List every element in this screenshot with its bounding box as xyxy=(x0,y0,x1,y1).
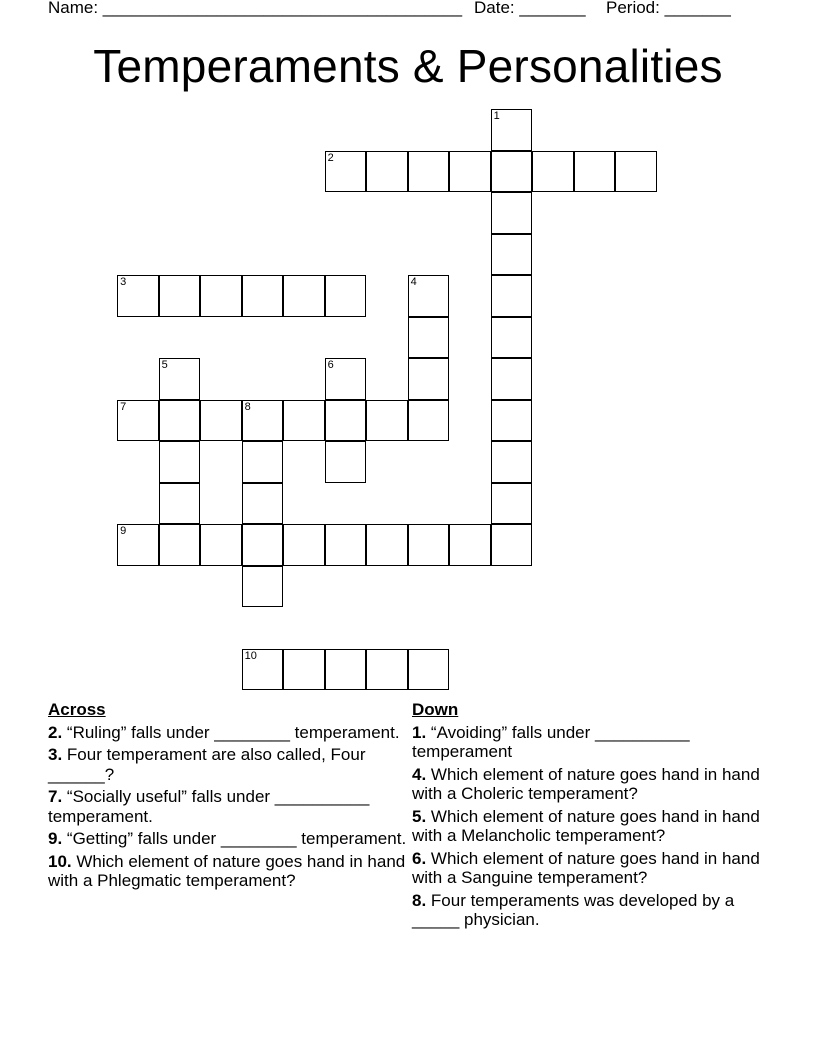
crossword-cell[interactable] xyxy=(242,400,284,442)
cell-number: 4 xyxy=(410,276,417,289)
cell-number: 10 xyxy=(244,649,257,662)
clue-number: 9. xyxy=(48,829,63,848)
clue-across-9 xyxy=(48,829,408,849)
crossword-cell[interactable] xyxy=(325,649,367,691)
cell-number: 2 xyxy=(327,151,334,164)
crossword-cell[interactable] xyxy=(408,275,450,317)
crossword-cell[interactable] xyxy=(366,400,408,442)
crossword-cell[interactable] xyxy=(491,234,533,276)
crossword-cell[interactable] xyxy=(242,524,284,566)
cell-number: 1 xyxy=(493,110,500,123)
crossword-cell[interactable] xyxy=(159,441,201,483)
crossword-cell[interactable] xyxy=(283,400,325,442)
clue-text: Which element of nature goes hand in hand with a Sanguine temperament? xyxy=(412,848,760,887)
crossword-cell[interactable] xyxy=(283,524,325,566)
page-title: Temperaments & Personalities xyxy=(93,40,723,92)
crossword-cell[interactable] xyxy=(325,441,367,483)
crossword-cell[interactable] xyxy=(325,151,367,193)
clue-text: Four temperament are also called, Four ______? xyxy=(48,745,366,784)
crossword-cell[interactable] xyxy=(491,483,533,525)
cell-number: 6 xyxy=(327,359,334,372)
crossword-cell[interactable] xyxy=(491,109,533,151)
crossword-cell[interactable] xyxy=(117,524,159,566)
crossword-cell[interactable] xyxy=(325,358,367,400)
crossword-cell[interactable] xyxy=(242,566,284,608)
clue-down-6 xyxy=(412,849,762,888)
crossword-cell[interactable] xyxy=(491,441,533,483)
crossword-cell[interactable] xyxy=(366,524,408,566)
clue-down-4 xyxy=(412,765,762,804)
clue-down-1 xyxy=(412,723,762,762)
clue-across-3 xyxy=(48,745,408,784)
clue-number: 3. xyxy=(48,745,63,764)
crossword-cell[interactable] xyxy=(449,524,491,566)
crossword-cell[interactable] xyxy=(283,649,325,691)
clue-number: 7. xyxy=(48,787,63,806)
clue-text: Four temperaments was developed by a _____ physician. xyxy=(412,890,735,929)
crossword-cell[interactable] xyxy=(200,400,242,442)
crossword-cell[interactable] xyxy=(491,358,533,400)
crossword-cell[interactable] xyxy=(159,275,201,317)
clue-number: 5. xyxy=(412,806,427,826)
clue-number: 10. xyxy=(48,851,72,871)
crossword-cell[interactable] xyxy=(408,649,450,691)
period-field[interactable]: Period: _______ xyxy=(606,0,731,17)
crossword-cell[interactable] xyxy=(491,524,533,566)
cell-number: 5 xyxy=(161,359,168,372)
clue-text: “Socially useful” falls under __________ temperament. xyxy=(48,787,370,826)
clue-number: 2. xyxy=(48,722,63,742)
clue-text: Which element of nature goes hand in hand with a Choleric temperament? xyxy=(412,764,760,803)
crossword-cell[interactable] xyxy=(408,358,450,400)
crossword-cell[interactable] xyxy=(200,275,242,317)
clue-down-5 xyxy=(412,807,762,846)
crossword-cell[interactable] xyxy=(491,192,533,234)
clue-number: 4. xyxy=(412,764,427,784)
crossword-cell[interactable] xyxy=(159,483,201,525)
clue-down-8 xyxy=(412,891,762,930)
clue-text: “Ruling” falls under ________ temperament. xyxy=(62,722,400,742)
down-clues xyxy=(412,700,762,933)
clue-text: “Avoiding” falls under __________ temperament xyxy=(412,722,690,761)
across-clues xyxy=(48,700,408,894)
clue-across-10 xyxy=(48,852,408,891)
cell-number: 8 xyxy=(244,400,251,413)
down-heading: Down xyxy=(412,700,459,719)
crossword-cell[interactable] xyxy=(283,275,325,317)
cell-number: 9 xyxy=(120,525,127,538)
crossword-cell[interactable] xyxy=(491,317,533,359)
crossword-cell[interactable] xyxy=(325,400,367,442)
crossword-cell[interactable] xyxy=(491,151,533,193)
name-field[interactable]: Name: ______________________________________ xyxy=(48,0,463,17)
crossword-cell[interactable] xyxy=(325,524,367,566)
crossword-cell[interactable] xyxy=(615,151,657,193)
clue-across-7 xyxy=(48,787,408,826)
crossword-cell[interactable] xyxy=(242,483,284,525)
clue-number: 8. xyxy=(412,890,427,910)
across-heading: Across xyxy=(48,700,106,719)
crossword-cell[interactable] xyxy=(408,151,450,193)
crossword-cell[interactable] xyxy=(449,151,491,193)
crossword-cell[interactable] xyxy=(532,151,574,193)
clue-across-2 xyxy=(48,723,408,743)
crossword-cell[interactable] xyxy=(159,524,201,566)
crossword-cell[interactable] xyxy=(408,400,450,442)
crossword-cell[interactable] xyxy=(366,649,408,691)
crossword-cell[interactable] xyxy=(242,649,284,691)
crossword-cell[interactable] xyxy=(117,400,159,442)
clue-text: “Getting” falls under ________ temperament. xyxy=(62,829,407,848)
crossword-cell[interactable] xyxy=(159,400,201,442)
date-field[interactable]: Date: _______ xyxy=(474,0,586,17)
crossword-cell[interactable] xyxy=(159,358,201,400)
crossword-cell[interactable] xyxy=(574,151,616,193)
clue-text: Which element of nature goes hand in hand with a Phlegmatic temperament? xyxy=(48,851,406,890)
cell-number: 3 xyxy=(120,276,127,289)
crossword-cell[interactable] xyxy=(242,441,284,483)
crossword-cell[interactable] xyxy=(325,275,367,317)
clue-text: Which element of nature goes hand in hand with a Melancholic temperament? xyxy=(412,806,760,845)
crossword-cell[interactable] xyxy=(408,524,450,566)
clue-number: 6. xyxy=(412,848,427,868)
clue-number: 1. xyxy=(412,722,427,742)
crossword-cell[interactable] xyxy=(117,275,159,317)
crossword-cell[interactable] xyxy=(491,275,533,317)
cell-number: 7 xyxy=(120,400,127,413)
crossword-cell[interactable] xyxy=(366,151,408,193)
crossword-cell[interactable] xyxy=(408,317,450,359)
crossword-cell[interactable] xyxy=(200,524,242,566)
crossword-cell[interactable] xyxy=(491,400,533,442)
crossword-cell[interactable] xyxy=(242,275,284,317)
